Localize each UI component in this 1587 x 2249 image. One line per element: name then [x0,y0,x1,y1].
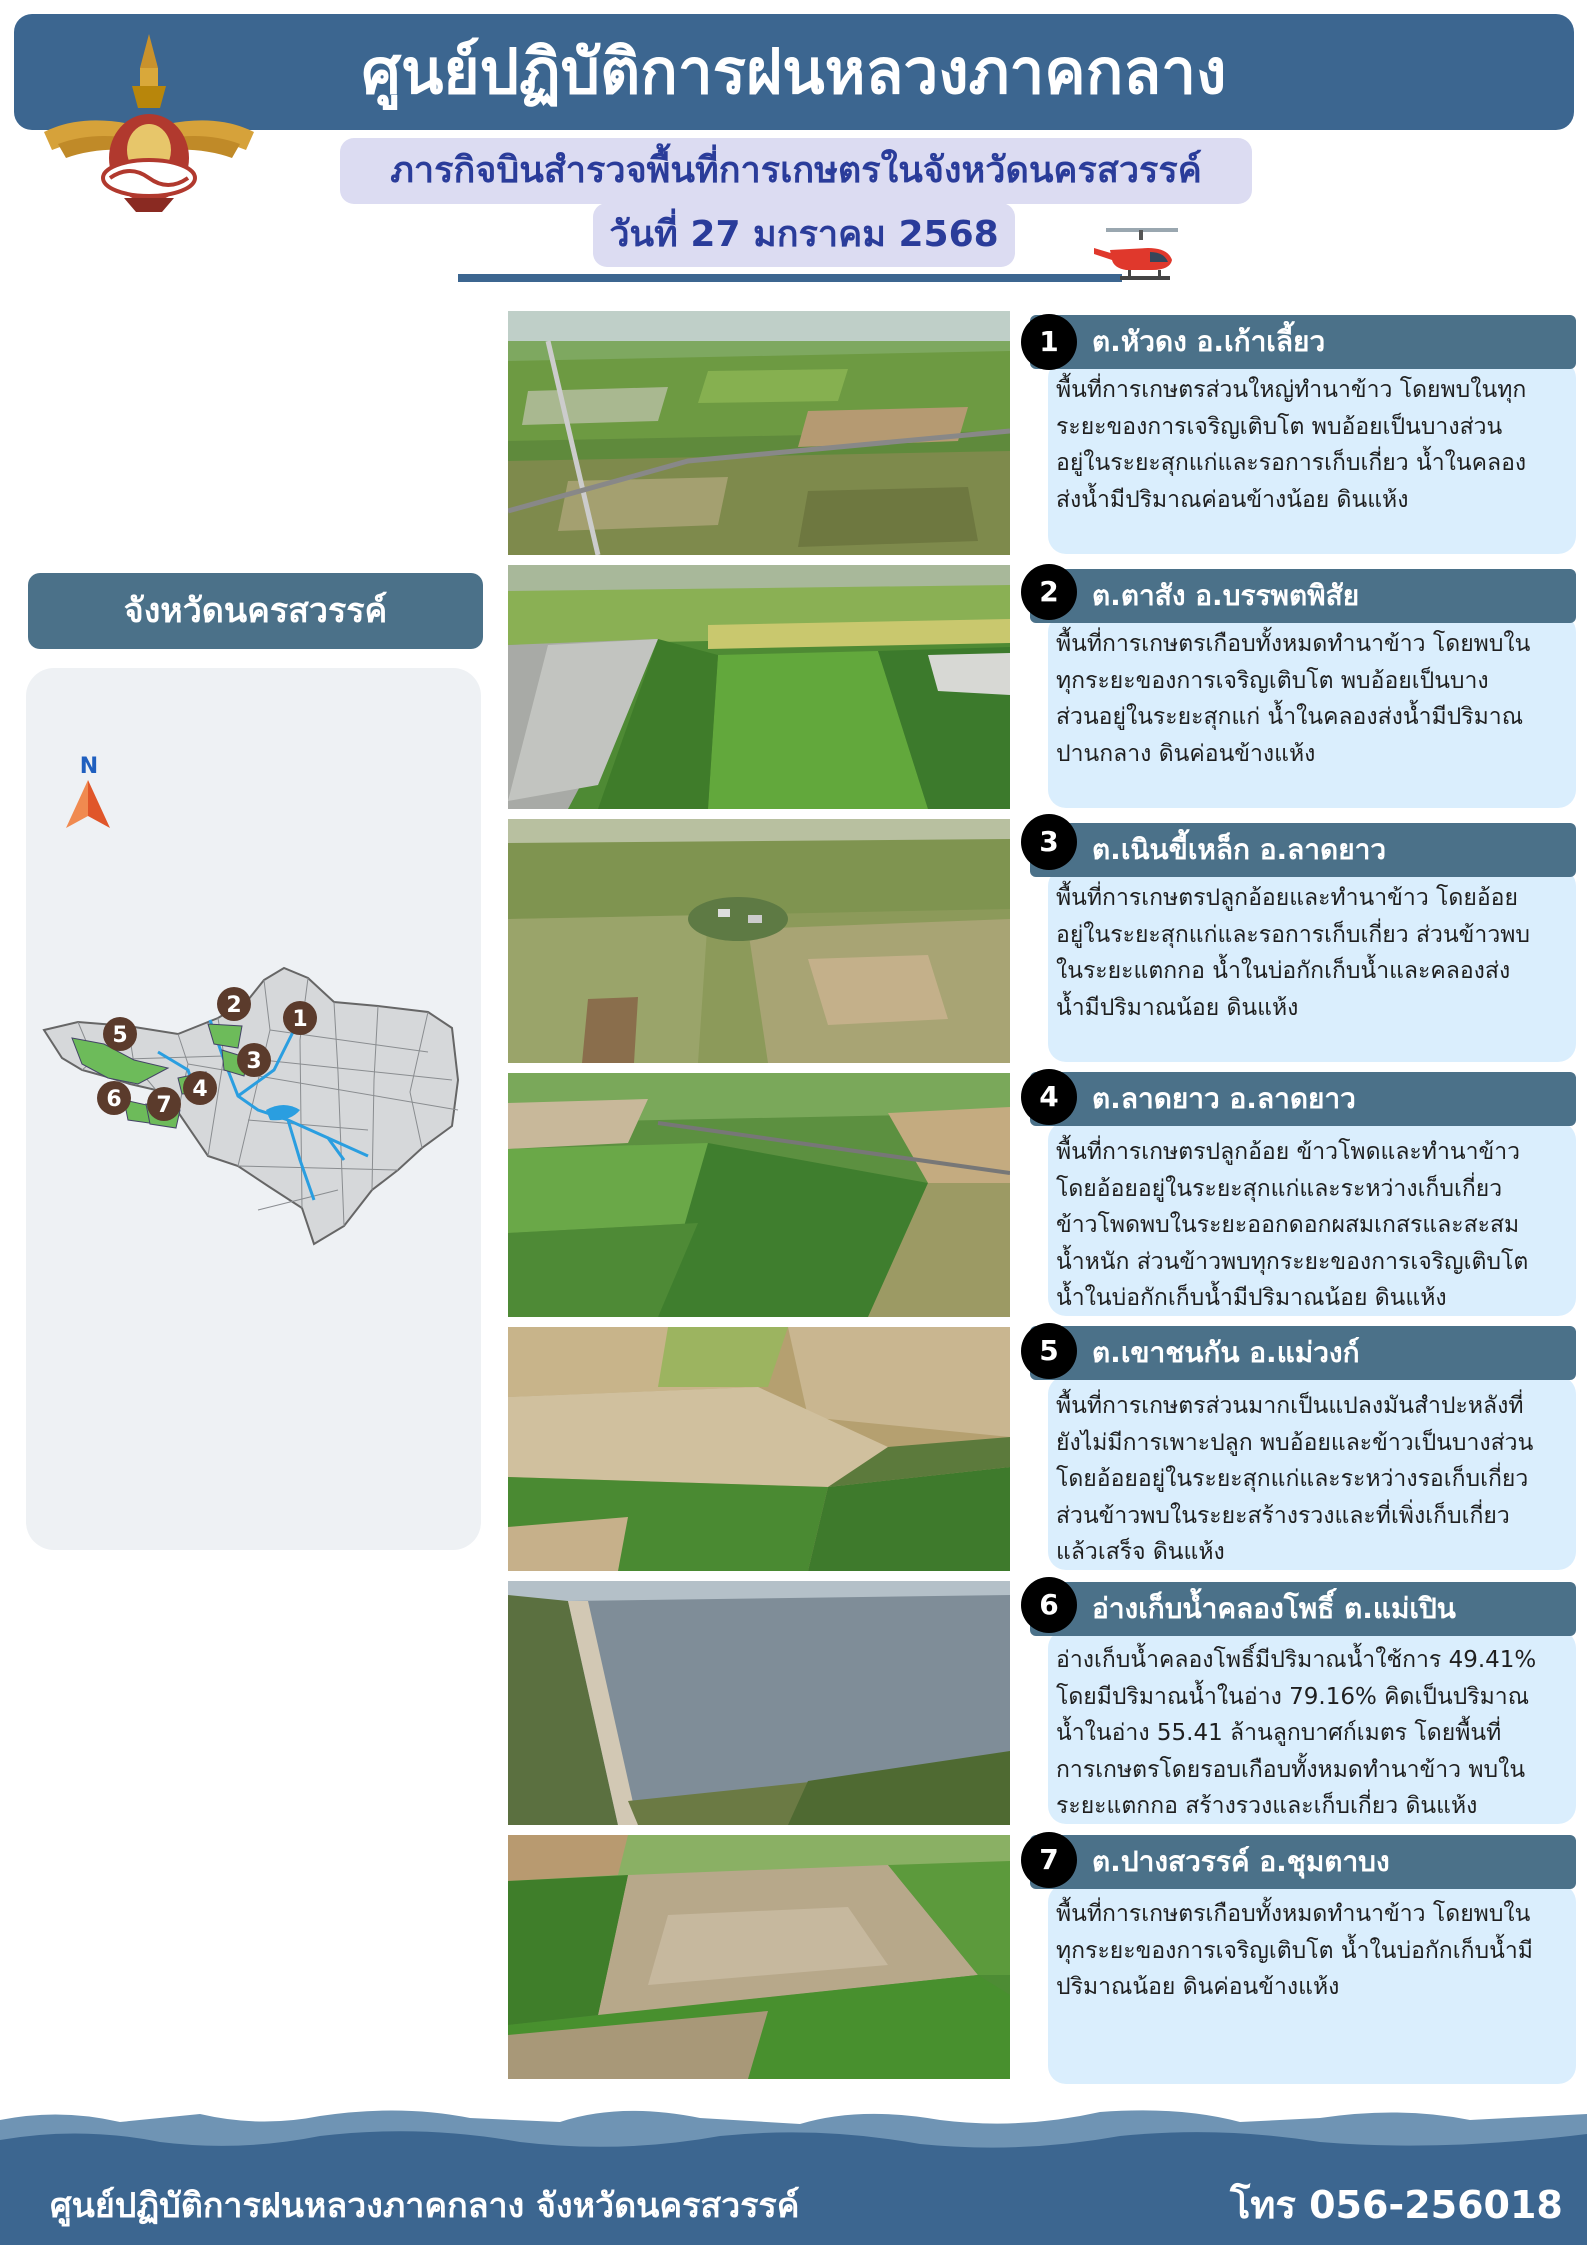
location-number-badge-6: 6 [1021,1577,1077,1633]
desc-line: โดยอ้อยอยู่ในระยะสุกแก่และระหว่างเก็บเกี่ยว [1056,1175,1503,1202]
desc-line: พื้นที่การเกษตรส่วนมากเป็นแปลงมันสำปะหลังที่ [1056,1393,1524,1419]
map-marker-1[interactable] [283,1001,317,1035]
location-title-2: ต.ตาสัง อ.บรรพตพิสัย [1030,569,1576,623]
location-title-3: ต.เนินขี้เหล็ก อ.ลาดยาว [1030,823,1576,877]
desc-line: ในระยะแตกกอ น้ำในบ่อกักเก็บน้ำและคลองส่ง [1056,958,1511,984]
desc-line: อยู่ในระยะสุกแก่และรอการเก็บเกี่ยว ส่วนข้าวพบ [1056,921,1530,948]
location-description-1 [1048,360,1576,554]
desc-line: ส่วนอยู่ในระยะสุกแก่ น้ำในคลองส่งน้ำมีปริมาณ [1056,704,1524,730]
desc-line: ยังไม่มีการเพาะปลูก พบอ้อยและข้าวเป็นบางส่วน [1056,1429,1534,1456]
desc-line: แล้วเสร็จ ดินแห้ง [1056,1539,1225,1565]
footer-phone: โทร 056-256018 [1230,2183,1563,2227]
location-number-badge-2: 2 [1021,564,1077,620]
desc-line: ระยะแตกกอ สร้างรวงและเก็บเกี่ยว ดินแห้ง [1056,1793,1478,1819]
north-label: N [79,754,99,779]
aerial-photo-5 [508,1327,1010,1571]
aerial-photo-1 [508,311,1010,555]
map-marker-label: 4 [192,1077,208,1102]
footer-center-name: ศูนย์ปฏิบัติการฝนหลวงภาคกลาง จังหวัดนครสวรรค์ [50,2186,800,2226]
north-arrow-icon [64,778,112,830]
desc-line: พื้นที่การเกษตรปลูกอ้อยและทำนาข้าว โดยอ้อย [1056,885,1518,911]
location-number-badge-3: 3 [1021,814,1077,870]
map-marker-label: 7 [156,1093,172,1118]
location-description-4 [1048,1122,1576,1316]
desc-line: โดยมีปริมาณน้ำในอ่าง 79.16% คิดเป็นปริมาณ [1056,1683,1530,1710]
location-number-badge-5: 5 [1021,1323,1077,1379]
province-map [38,960,470,1250]
map-marker-6[interactable] [97,1081,131,1115]
page-title: ศูนย์ปฏิบัติการฝนหลวงภาคกลาง [361,35,1227,108]
desc-line: น้ำในบ่อกักเก็บน้ำมีปริมาณน้อย ดินแห้ง [1056,1285,1447,1311]
desc-line: น้ำหนัก ส่วนข้าวพบทุกระยะของการเจริญเติบโต [1056,1248,1529,1275]
mission-date: วันที่ 27 มกราคม 2568 [593,203,1015,267]
location-title-7: ต.ปางสวรรค์ อ.ชุมตาบง [1030,1835,1576,1889]
location-title-5: ต.เขาชนกัน อ.แม่วงก์ [1030,1326,1576,1380]
province-label: จังหวัดนครสวรรค์ [28,573,483,649]
map-marker-label: 1 [292,1007,308,1032]
location-description-7 [1048,1884,1576,2084]
title-underline [458,274,1122,282]
aerial-photo-3 [508,819,1010,1063]
helicopter-icon [1092,224,1188,288]
desc-line: ทุกระยะของการเจริญเติบโต น้ำในบ่อกักเก็บน้ำมี [1056,1937,1533,1964]
map-marker-3[interactable] [237,1043,271,1077]
map-marker-2[interactable] [217,987,251,1021]
desc-line: ปานกลาง ดินค่อนข้างแห้ง [1056,740,1316,767]
location-title-6: อ่างเก็บน้ำคลองโพธิ์ ต.แม่เปิน [1030,1582,1576,1636]
desc-line: อ่างเก็บน้ำคลองโพธิ์มีปริมาณน้ำใช้การ 49.41% [1056,1647,1537,1673]
desc-line: ข้าวโพดพบในระยะออกดอกผสมเกสรและสะสม [1056,1212,1520,1238]
desc-line: ปริมาณน้อย ดินค่อนข้างแห้ง [1056,1974,1340,2000]
aerial-photo-2 [508,565,1010,809]
royal-emblem-icon [40,28,258,214]
location-description-6 [1048,1630,1576,1824]
desc-line: โดยอ้อยอยู่ในระยะสุกแก่และระหว่างรอเก็บเกี่ยว [1056,1466,1529,1492]
map-marker-label: 6 [106,1087,122,1112]
desc-line: พื้นที่การเกษตรปลูกอ้อย ข้าวโพดและทำนาข้าว [1056,1139,1521,1165]
desc-line: อยู่ในระยะสุกแก่และรอการเก็บเกี่ยว น้ำในคลอง [1056,450,1527,476]
aerial-photo-7 [508,1835,1010,2079]
location-number-badge-1: 1 [1021,314,1077,370]
desc-line: ทุกระยะของการเจริญเติบโต พบอ้อยเป็นบาง [1056,667,1489,694]
aerial-photo-4 [508,1073,1010,1317]
aerial-photo-6 [508,1581,1010,1825]
mission-subtitle: ภารกิจบินสำรวจพื้นที่การเกษตรในจังหวัดนครสวรรค์ [340,138,1252,204]
desc-line: พื้นที่การเกษตรส่วนใหญ่ทำนาข้าว โดยพบในทุก [1056,377,1527,403]
desc-line: พื้นที่การเกษตรเกือบทั้งหมดทำนาข้าว โดยพบใน [1056,631,1531,657]
desc-line: ส่งน้ำมีปริมาณค่อนข้างน้อย ดินแห้ง [1056,486,1409,513]
location-title-4: ต.ลาดยาว อ.ลาดยาว [1030,1072,1576,1126]
map-marker-5[interactable] [103,1017,137,1051]
desc-line: น้ำในอ่าง 55.41 ล้านลูกบาศก์เมตร โดยพื้นที่ [1056,1720,1502,1746]
map-marker-4[interactable] [183,1071,217,1105]
desc-line: การเกษตรโดยรอบเกือบทั้งหมดทำนาข้าว พบใน [1056,1756,1526,1783]
desc-line: พื้นที่การเกษตรเกือบทั้งหมดทำนาข้าว โดยพบใน [1056,1901,1531,1927]
map-marker-label: 5 [112,1023,128,1048]
map-marker-label: 2 [226,993,242,1018]
map-marker-label: 3 [246,1049,262,1074]
desc-line: ระยะของการเจริญเติบโต พบอ้อยเป็นบางส่วน [1056,413,1503,440]
location-number-badge-7: 7 [1021,1832,1077,1888]
map-marker-7[interactable] [147,1087,181,1121]
location-description-3 [1048,868,1576,1062]
location-description-5 [1048,1376,1576,1570]
desc-line: น้ำมีปริมาณน้อย ดินแห้ง [1056,994,1299,1021]
location-description-2 [1048,614,1576,808]
location-number-badge-4: 4 [1021,1069,1077,1125]
desc-line: ส่วนข้าวพบในระยะสร้างรวงและที่เพิ่งเก็บเกี่ยว [1056,1502,1510,1529]
location-title-1: ต.หัวดง อ.เก้าเลี้ยว [1030,315,1576,369]
